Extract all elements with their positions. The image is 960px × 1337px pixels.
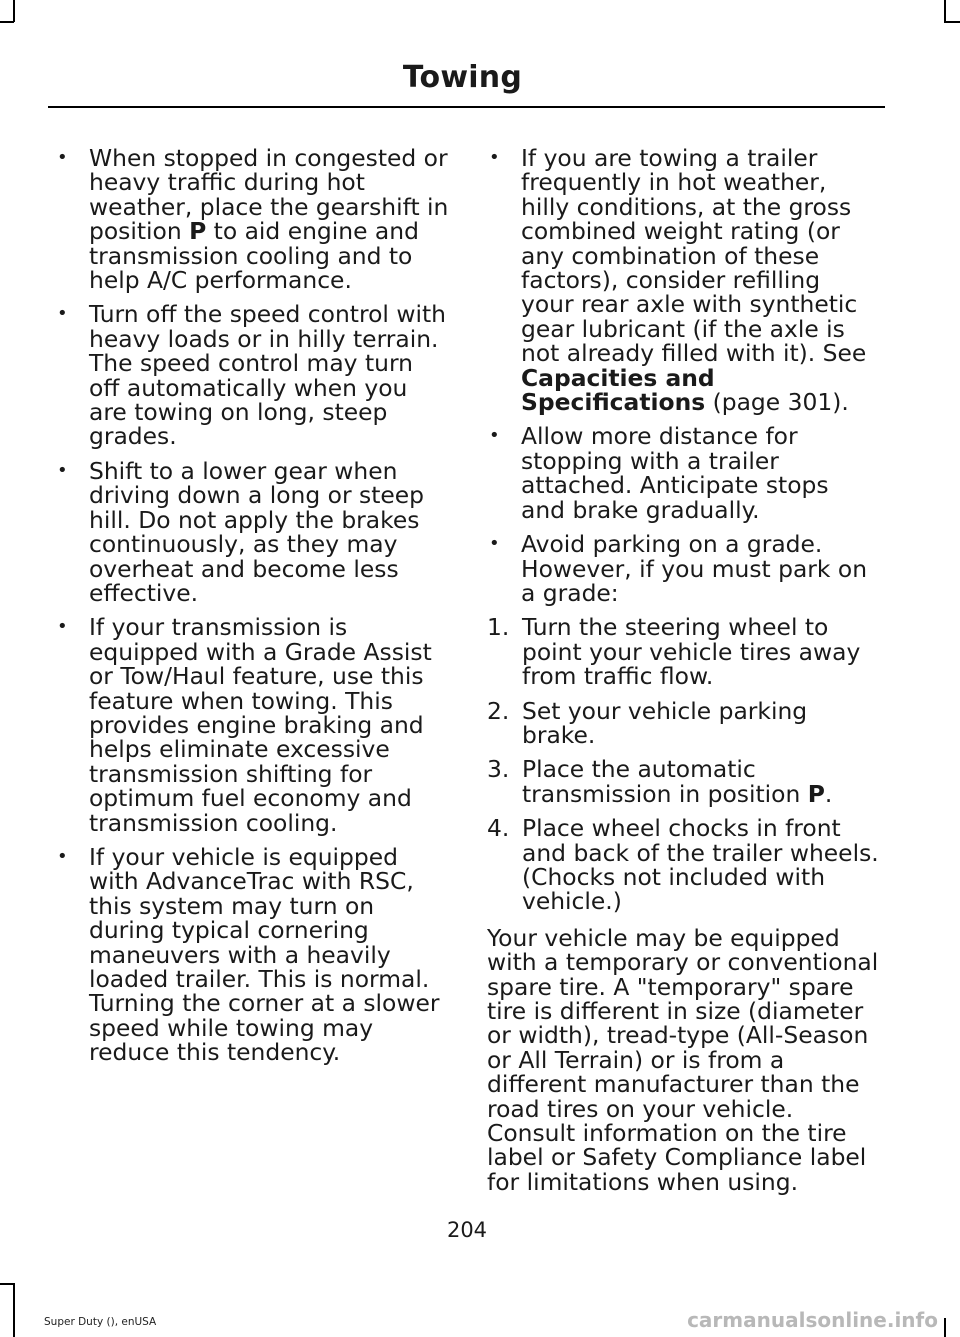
- bullet-item: [487, 424, 879, 522]
- step-number: 3.: [487, 755, 510, 784]
- step-number: 4.: [487, 814, 510, 843]
- text-run: If you are towing a trailer frequently in hot weather, hilly conditions, at the gross combined weight rating (or any combination of these factors), consider refilling your rear axle with synthetic gear lubricant (if the axle is not already filled with it). See: [521, 144, 867, 368]
- text-run: (page 301).: [705, 388, 849, 417]
- bold-text: Capacities and Specifications: [521, 363, 715, 417]
- step-number: 2.: [487, 696, 510, 725]
- numbered-step: [487, 816, 879, 914]
- text-run: Allow more distance for stopping with a trailer attached. Anticipate stops and brake gradually.: [521, 422, 829, 524]
- bold-text: P: [807, 779, 825, 808]
- text-run: If your vehicle is equipped with AdvanceTrac with RSC, this system may turn on during typical cornering maneuvers with a heavily loaded trailer. This is normal. Turning the corner at a slower speed while towing may reduce this tendency.: [89, 842, 440, 1067]
- watermark: carmanualsonline.info: [687, 1308, 938, 1332]
- crop-mark-top-right-v: [944, 0, 946, 22]
- bullet-item: [55, 615, 449, 835]
- bullet-item: [55, 144, 449, 295]
- crop-mark-bottom-left-v: [13, 1283, 15, 1337]
- text-run: Set your vehicle parking brake.: [522, 696, 808, 749]
- bold-text: P: [189, 217, 207, 246]
- left-column: [55, 146, 449, 1075]
- bullet-item: [487, 144, 879, 417]
- numbered-step: [487, 696, 879, 749]
- bullet-item: [55, 456, 449, 607]
- bullet-item: [487, 532, 879, 605]
- text-run: Avoid parking on a grade. However, if you must park on a grade:: [521, 530, 868, 607]
- page-title: Towing: [402, 60, 522, 95]
- crop-mark-top-left-v: [13, 0, 15, 22]
- right-column: [487, 146, 879, 1194]
- bullet-item: [55, 300, 449, 451]
- crop-mark-top-left-h: [0, 21, 14, 23]
- text-run: Shift to a lower gear when driving down a long or steep hill. Do not apply the brakes continuously, as they may overheat and become less effective.: [89, 456, 424, 607]
- page-number: 204: [446, 1218, 488, 1242]
- header-divider: [48, 106, 885, 108]
- document-label: Super Duty (), enUSA: [44, 1316, 157, 1328]
- numbered-step: [487, 757, 879, 806]
- crop-mark-top-right-h: [944, 21, 960, 23]
- text-run: to aid engine and transmission cooling and to help A/C performance.: [89, 217, 419, 295]
- step-number: 1.: [487, 613, 510, 642]
- paragraph: [487, 923, 879, 1196]
- text-run: Turn off the speed control with heavy loads or in hilly terrain. The speed control may turn off automatically when you are towing on long, steep grades.: [89, 300, 446, 451]
- numbered-step: [487, 613, 879, 691]
- text-run: Place wheel chocks in front and back of the trailer wheels. (Chocks not included with vehicle.): [522, 814, 879, 916]
- text-run: .: [824, 779, 833, 808]
- text-run: Your vehicle may be equipped with a temporary or conventional spare tire. A "temporary" spare tire is different in size (diameter or width), tread-type (All-Season or All Terrain) or is from a different manufacturer than the road tires on your vehicle. Consult information on the tire label or Safety Compliance label for limitations when using.: [487, 923, 879, 1196]
- text-run: When stopped in congested or heavy traffic during hot weather, place the gearshift in position: [89, 144, 449, 246]
- crop-mark-bottom-right-v: [944, 1318, 946, 1337]
- text-run: Turn the steering wheel to point your vehicle tires away from traffic flow.: [522, 613, 861, 691]
- text-run: Place the automatic transmission in position: [522, 755, 808, 808]
- text-run: If your transmission is equipped with a Grade Assist or Tow/Haul feature, use this feature when towing. This provides engine braking and helps eliminate excessive transmission shifting for optimum fuel economy and transmission cooling.: [89, 613, 432, 837]
- crop-mark-bottom-left-h: [0, 1283, 14, 1285]
- bullet-item: [55, 842, 449, 1067]
